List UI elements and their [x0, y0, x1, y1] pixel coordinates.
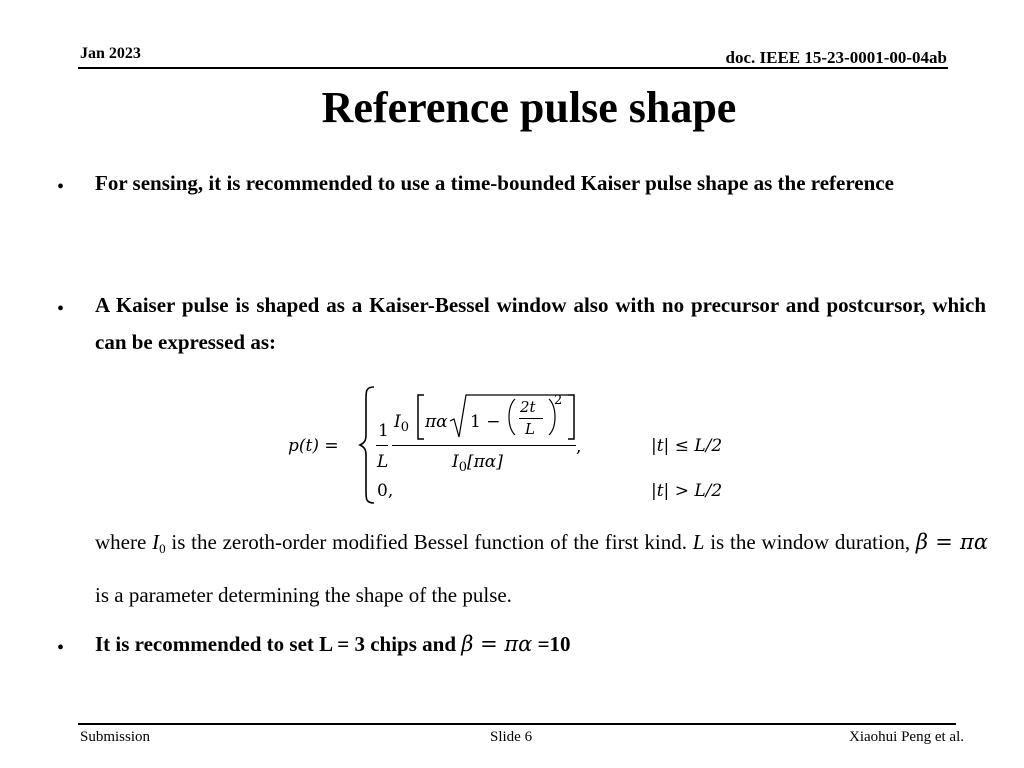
bessel-symbol: $I_0$ — [394, 412, 409, 435]
bullet-marker: • — [57, 637, 65, 659]
case1-condition: |t| ≤ L/2 — [651, 436, 723, 456]
beta-expression: β = πα — [461, 632, 533, 656]
pulse-equation — [288, 381, 768, 511]
numerator-pi-alpha: πα — [425, 412, 448, 432]
explanation-paragraph: where $I_0$ is the zeroth-order modified Bessel function of the first kind. L is the window duration, β = πα is a parameter determining the shape of the pulse. — [95, 530, 988, 607]
bullet-marker: • — [57, 298, 65, 320]
case2-condition: |t| > L/2 — [651, 481, 723, 501]
bessel-i-symbol: $I_0$ — [152, 530, 166, 556]
inner-frac-num: 2t — [520, 398, 536, 416]
cases-brace-icon — [358, 385, 378, 505]
denominator: $I_0[\pi\alpha]$ — [452, 452, 503, 475]
bullet-1-text: For sensing, it is recommended to use a time-bounded Kaiser pulse shape as the reference — [95, 171, 894, 195]
outer-frac-bar — [376, 445, 388, 446]
outer-frac-den: L — [377, 452, 389, 472]
equation-lhs: p(t) = — [288, 436, 339, 456]
header-divider — [78, 67, 948, 69]
footer-author: Xiaohui Peng et al. — [849, 729, 964, 745]
case1-comma: , — [576, 437, 582, 457]
bullet-2-text: A Kaiser pulse is shaped as a Kaiser-Bessel window also with no precursor and postcursor, which can be expressed as: — [95, 293, 986, 354]
inner-frac-bar — [519, 418, 543, 419]
bullet-marker: • — [57, 176, 65, 198]
exponent: 2 — [554, 393, 563, 408]
footer-slide-number: Slide 6 — [490, 729, 533, 745]
footer-divider — [78, 723, 956, 725]
one-minus: 1 − — [470, 412, 501, 432]
inner-frac-den: L — [525, 420, 535, 438]
case2-value: 0, — [377, 481, 394, 501]
footer-submission: Submission — [80, 729, 151, 745]
main-frac-bar — [392, 445, 576, 446]
outer-frac-num: 1 — [378, 421, 389, 441]
beta-expression: β = πα — [915, 530, 988, 554]
bullet-3-text: It is recommended to set L = 3 chips and β = πα =10 — [95, 632, 571, 656]
slide-title: Reference pulse shape — [321, 83, 737, 132]
header-date: Jan 2023 — [80, 45, 141, 62]
header-doc-id: doc. IEEE 15-23-0001-00-04ab — [725, 48, 947, 67]
